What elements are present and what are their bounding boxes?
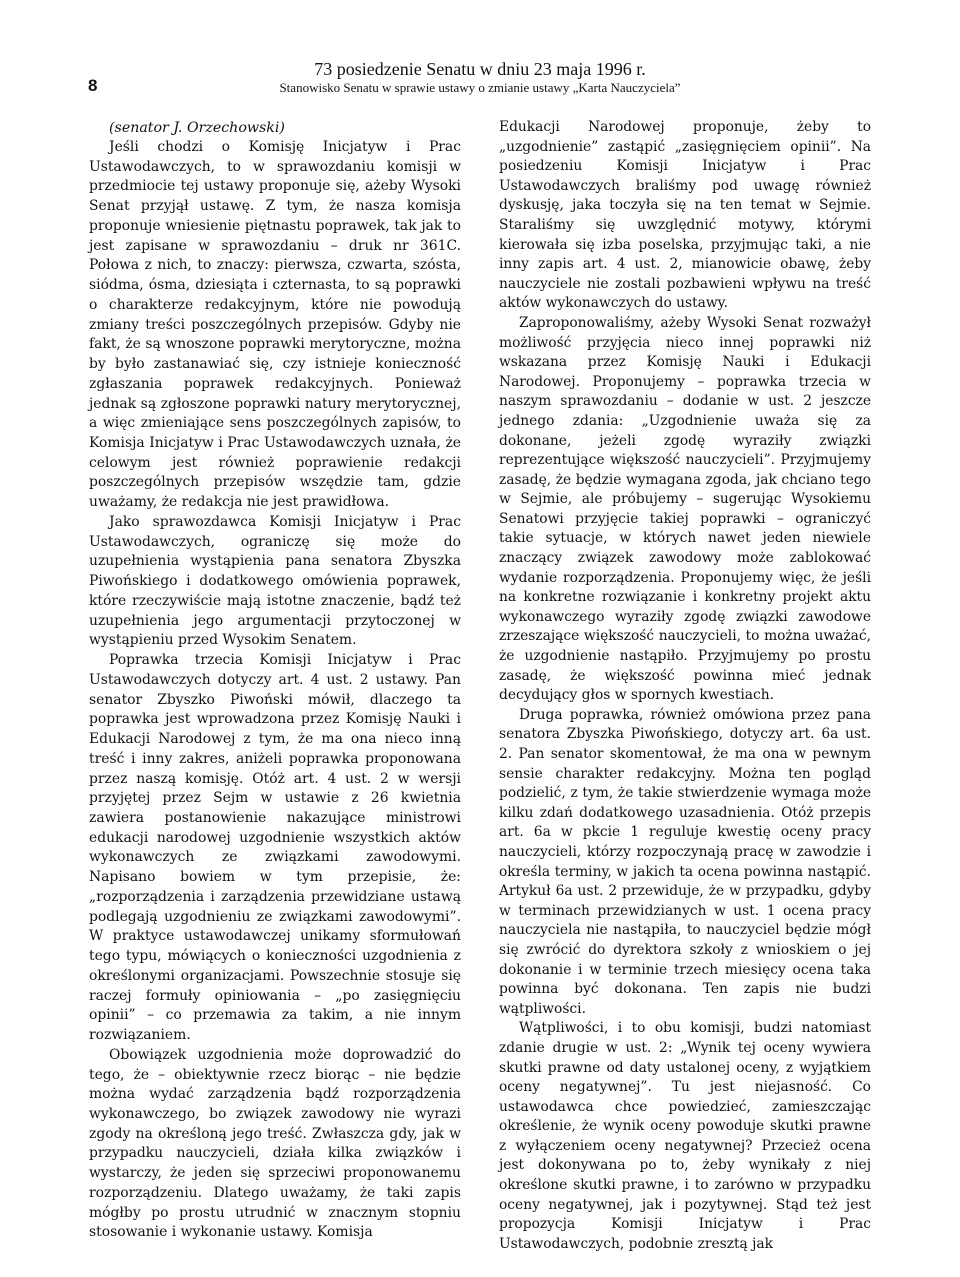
header-subtitle: Stanowisko Senatu w sprawie ustawy o zmianie ustawy „Karta Nauczyciela”	[279, 80, 681, 95]
paragraph: Obowiązek uzgodnienia może doprowadzić do tego, że – obiektywnie rzecz biorąc – nie będzie można wydać zarządzenia bądź rozporządzenia wykonawczego, bo związek zawodowy nie wyrazi zgody na określoną jego treść. Zwłaszcza gdy, jak w przypadku nauczycieli, działa kilka związków i wystarczy, że jeden się sprzeciwi proponowanemu rozporządzeniu. Dlatego uważamy, że taki zapis mógłby po prostu utrudnić w znacznym stopniu stosowanie i wykonanie ustawy. Komisja	[89, 1046, 461, 1241]
paragraph: Edukacji Narodowej proponuje, żeby to „uzgodnienie” zastąpić „zasięgnięciem opinii”. Na posiedzeniu Komisji Inicjatyw i Prac Ustawodawczych braliśmy pod uwagę również dyskusję, jaka toczyła się na ten temat w Sejmie. Staraliśmy się uwzględnić motywy, którymi kierowała się izba poselska, przyjmując taki, a nie inny zapis art. 4 ust. 2, mianowicie obawę, żeby nauczyciele nie zostali pozbawieni wpływu na treść aktów wykonawczych do ustawy.	[499, 119, 871, 312]
running-header	[240, 58, 720, 96]
paragraph: Jeśli chodzi o Komisję Inicjatyw i Prac Ustawodawczych, to w sprawozdaniu komisji w przedmiocie tej ustawy proponuje się, ażeby Wysoki Senat przyjął ustawę. Z tym, że nasza komisja proponuje wniesienie piętnastu poprawek, tak jak to jest zapisane w sprawozdaniu – druk nr 361C. Połowa z nich, to znaczy: pierwsza, czwarta, szósta, siódma, ósma, dziesiąta i czternasta, to są poprawki o charakterze redakcyjnym, które nie powodują zmiany treści poszczególnych przepisów. Gdyby nie fakt, że są wnoszone poprawki merytoryczne, można by było zastanawiać się, czy istnieje konieczność zgłaszania poprawek redakcyjnych. Ponieważ jednak są zgłoszone poprawki natury merytorycznej, a więc zmieniające sens poszczególnych zapisów, to Komisja Inicjatyw i Prac Ustawodawczych uznała, że celowym jest również poprawienie redakcji poszczególnych przepisów wszędzie tam, gdzie uważamy, że redakcja nie jest prawidłowa.	[89, 139, 461, 511]
paragraph: Druga poprawka, również omówiona przez pana senatora Zbyszka Piwońskiego, dotyczy art. 6a ust. 2. Pan senator skomentował, że ma ona w pewnym sensie charakter redakcyjny. Można ten pogląd podzielić, z tym, że takie stwierdzenie wymaga może kilku zdań dodatkowego uzasadnienia. Otóż przepis art. 6a w pkcie 1 reguluje kwestię oceny pracy nauczycieli, którzy rozpoczynają pracę w zawodzie i określa terminy, w jakich ta ocena powinna nastąpić. Artykuł 6a ust. 2 przewiduje, że w przypadku, gdyby w terminach przewidzianych w ust. 1 ocena pracy nauczyciela nie nastąpiła, to nauczyciel będzie mógł się zwrócić do dyrektora szkoły z wnioskiem o jej dokonanie i w terminie trzech miesięcy ocena taka powinna być dokonana. Ten zapis nie budzi wątpliwości.	[499, 706, 871, 1017]
paragraph: Jako sprawozdawca Komisji Inicjatyw i Prac Ustawodawczych, ograniczę się może do uzupełnienia wystąpienia pana senatora Zbyszka Piwońskiego i dodatkowego omówienia poprawek, które rzeczywiście mają istotne znaczenie, bądź też uzupełnienia jego argumentacji przytoczonej w wystąpieniu przed Wysokim Senatem.	[89, 513, 461, 649]
right-column	[499, 118, 871, 1254]
speaker-label: (senator J. Orzechowski)	[109, 120, 285, 136]
page-number: 8	[88, 76, 98, 95]
header-title: 73 posiedzenie Senatu w dniu 23 maja 1996 r.	[314, 59, 646, 79]
paragraph: Zaproponowaliśmy, ażeby Wysoki Senat rozważył możliwość przyjęcia nieco innej poprawki niż wskazana przez Komisję Nauki i Edukacji Narodowej. Proponujemy – poprawka trzecia w naszym sprawozdaniu – dodanie w ust. 2 jeszcze jednego zdania: „Uzgodnienie uważa się za dokonane, jeżeli zgodę wyraziły związki reprezentujące większość nauczycieli”. Przyjmujemy zasadę, że będzie wymagana zgoda, jak chciano tego w Sejmie, ale próbujemy – sugerując Wysokiemu Senatowi przyjęcie takiej poprawki – ograniczyć takie sytuacje, w których nawet jeden niewiele znaczący związek zawodowy może zablokować wydanie rozporządzenia. Proponujemy więc, że jeśli na konkretne rozwiązanie i konkretny projekt aktu wykonawczego wyraziły zgodę związki zawodowe zrzeszające większość nauczycieli, to można uważać, że uzgodnienie nastąpiło. Przyjmujemy po prostu zasadę, że większość powinna mieć jednak decydujący głos w spornych kwestiach.	[499, 314, 871, 704]
paragraph: Wątpliwości, i to obu komisji, budzi natomiast zdanie drugie w ust. 2: „Wynik tej oceny wywiera skutki prawne od daty ustalonej oceny, z wyjątkiem oceny negatywnej”. Tu jest niejasność. Co ustawodawca chce powiedzieć, zamieszczając określenie, że wynik oceny powoduje skutki prawne z wyłączeniem oceny negatywnej? Przecież ocena jest dokonywana po to, żeby wynikały z niej określone skutki prawne, i to zarówno w przypadku oceny negatywnej, jak i pozytywnej. Stąd też jest propozycja Komisji Inicjatyw i Prac Ustawodawczych, podobnie zresztą jak	[499, 1020, 871, 1252]
paragraph: Poprawka trzecia Komisji Inicjatyw i Prac Ustawodawczych dotyczy art. 4 ust. 2 ustawy. Pan senator Zbyszko Piwoński mówił, dlaczego ta poprawka jest wprowadzona przez Komisję Nauki i Edukacji Narodowej z tym, że ma ona nieco inną treść i inny zakres, aniżeli poprawka proponowana przez naszą komisję. Otóż art. 4 ust. 2 w wersji przyjętej przez Sejm w ustawie z 26 kwietnia zawiera postanowienie nakazujące ministrowi edukacji narodowej uzgodnienie wszystkich aktów wykonawczych ze związkami zawodowymi. Napisano bowiem w tym przepisie, że: „rozporządzenia i zarządzenia przewidziane ustawą podlegają uzgodnieniu ze związkami zawodowymi”. W praktyce ustawodawczej unikamy sformułowań tego typu, mówiących o konieczności uzgodnienia z określonymi organizacjami. Powszechnie stosuje się raczej formuły opiniowania – „po zasięgnięciu opinii” – co przemawia za takim, a nie innym rozwiązaniem.	[89, 652, 461, 1044]
left-column	[89, 118, 461, 1243]
